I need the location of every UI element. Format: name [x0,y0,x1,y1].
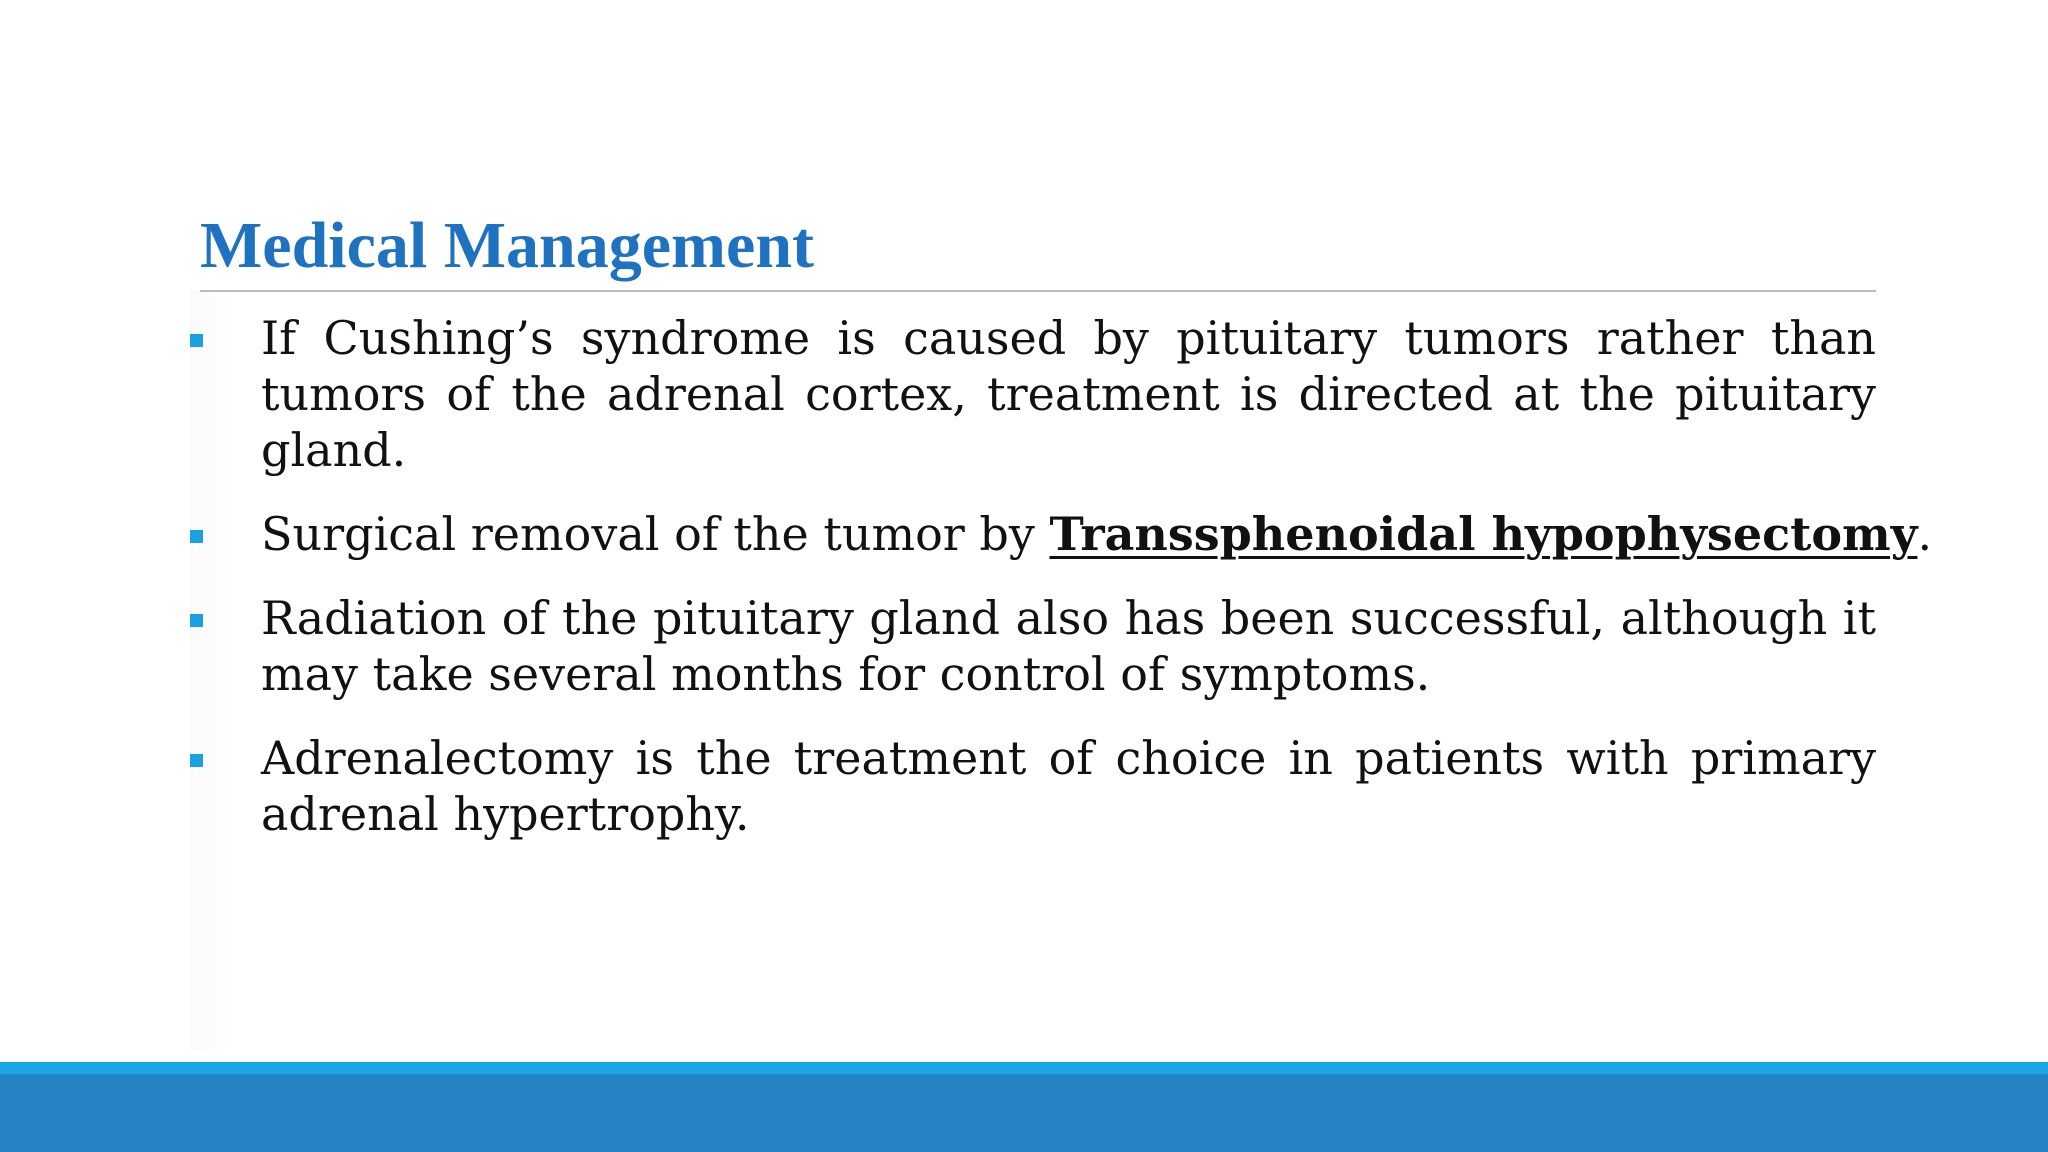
bullet-text: Surgical removal of the tumor by [261,507,1050,561]
bullet-text: Adrenalectomy is the treatment of choice in patients with primary adrenal hypertrophy. [261,731,1876,841]
bullet-item-radiation [186,590,1876,702]
title-divider [200,290,1876,292]
square-bullet-icon [190,754,203,767]
footer-accent-stripe [0,1062,2048,1074]
footer-band [0,1074,2048,1152]
bullet-item-adrenalectomy [186,730,1876,842]
bullet-item-surgery [186,506,1933,562]
bullet-list [186,310,1933,870]
square-bullet-icon [190,334,203,347]
square-bullet-icon [190,530,203,543]
bullet-item-pituitary [186,310,1876,478]
bullet-text: Radiation of the pituitary gland also has been successful, although it may take several months for control of symptoms. [261,591,1876,701]
bullet-text: If Cushing’s syndrome is caused by pituitary tumors rather than tumors of the adrenal cortex, treatment is directed at the pituitary gland. [261,311,1876,477]
slide-title: Medical Management [200,209,815,282]
bullet-text-end: . [1917,507,1933,561]
emphasized-term: Transsphenoidal hypophysectomy [1049,507,1918,561]
square-bullet-icon [190,614,203,627]
